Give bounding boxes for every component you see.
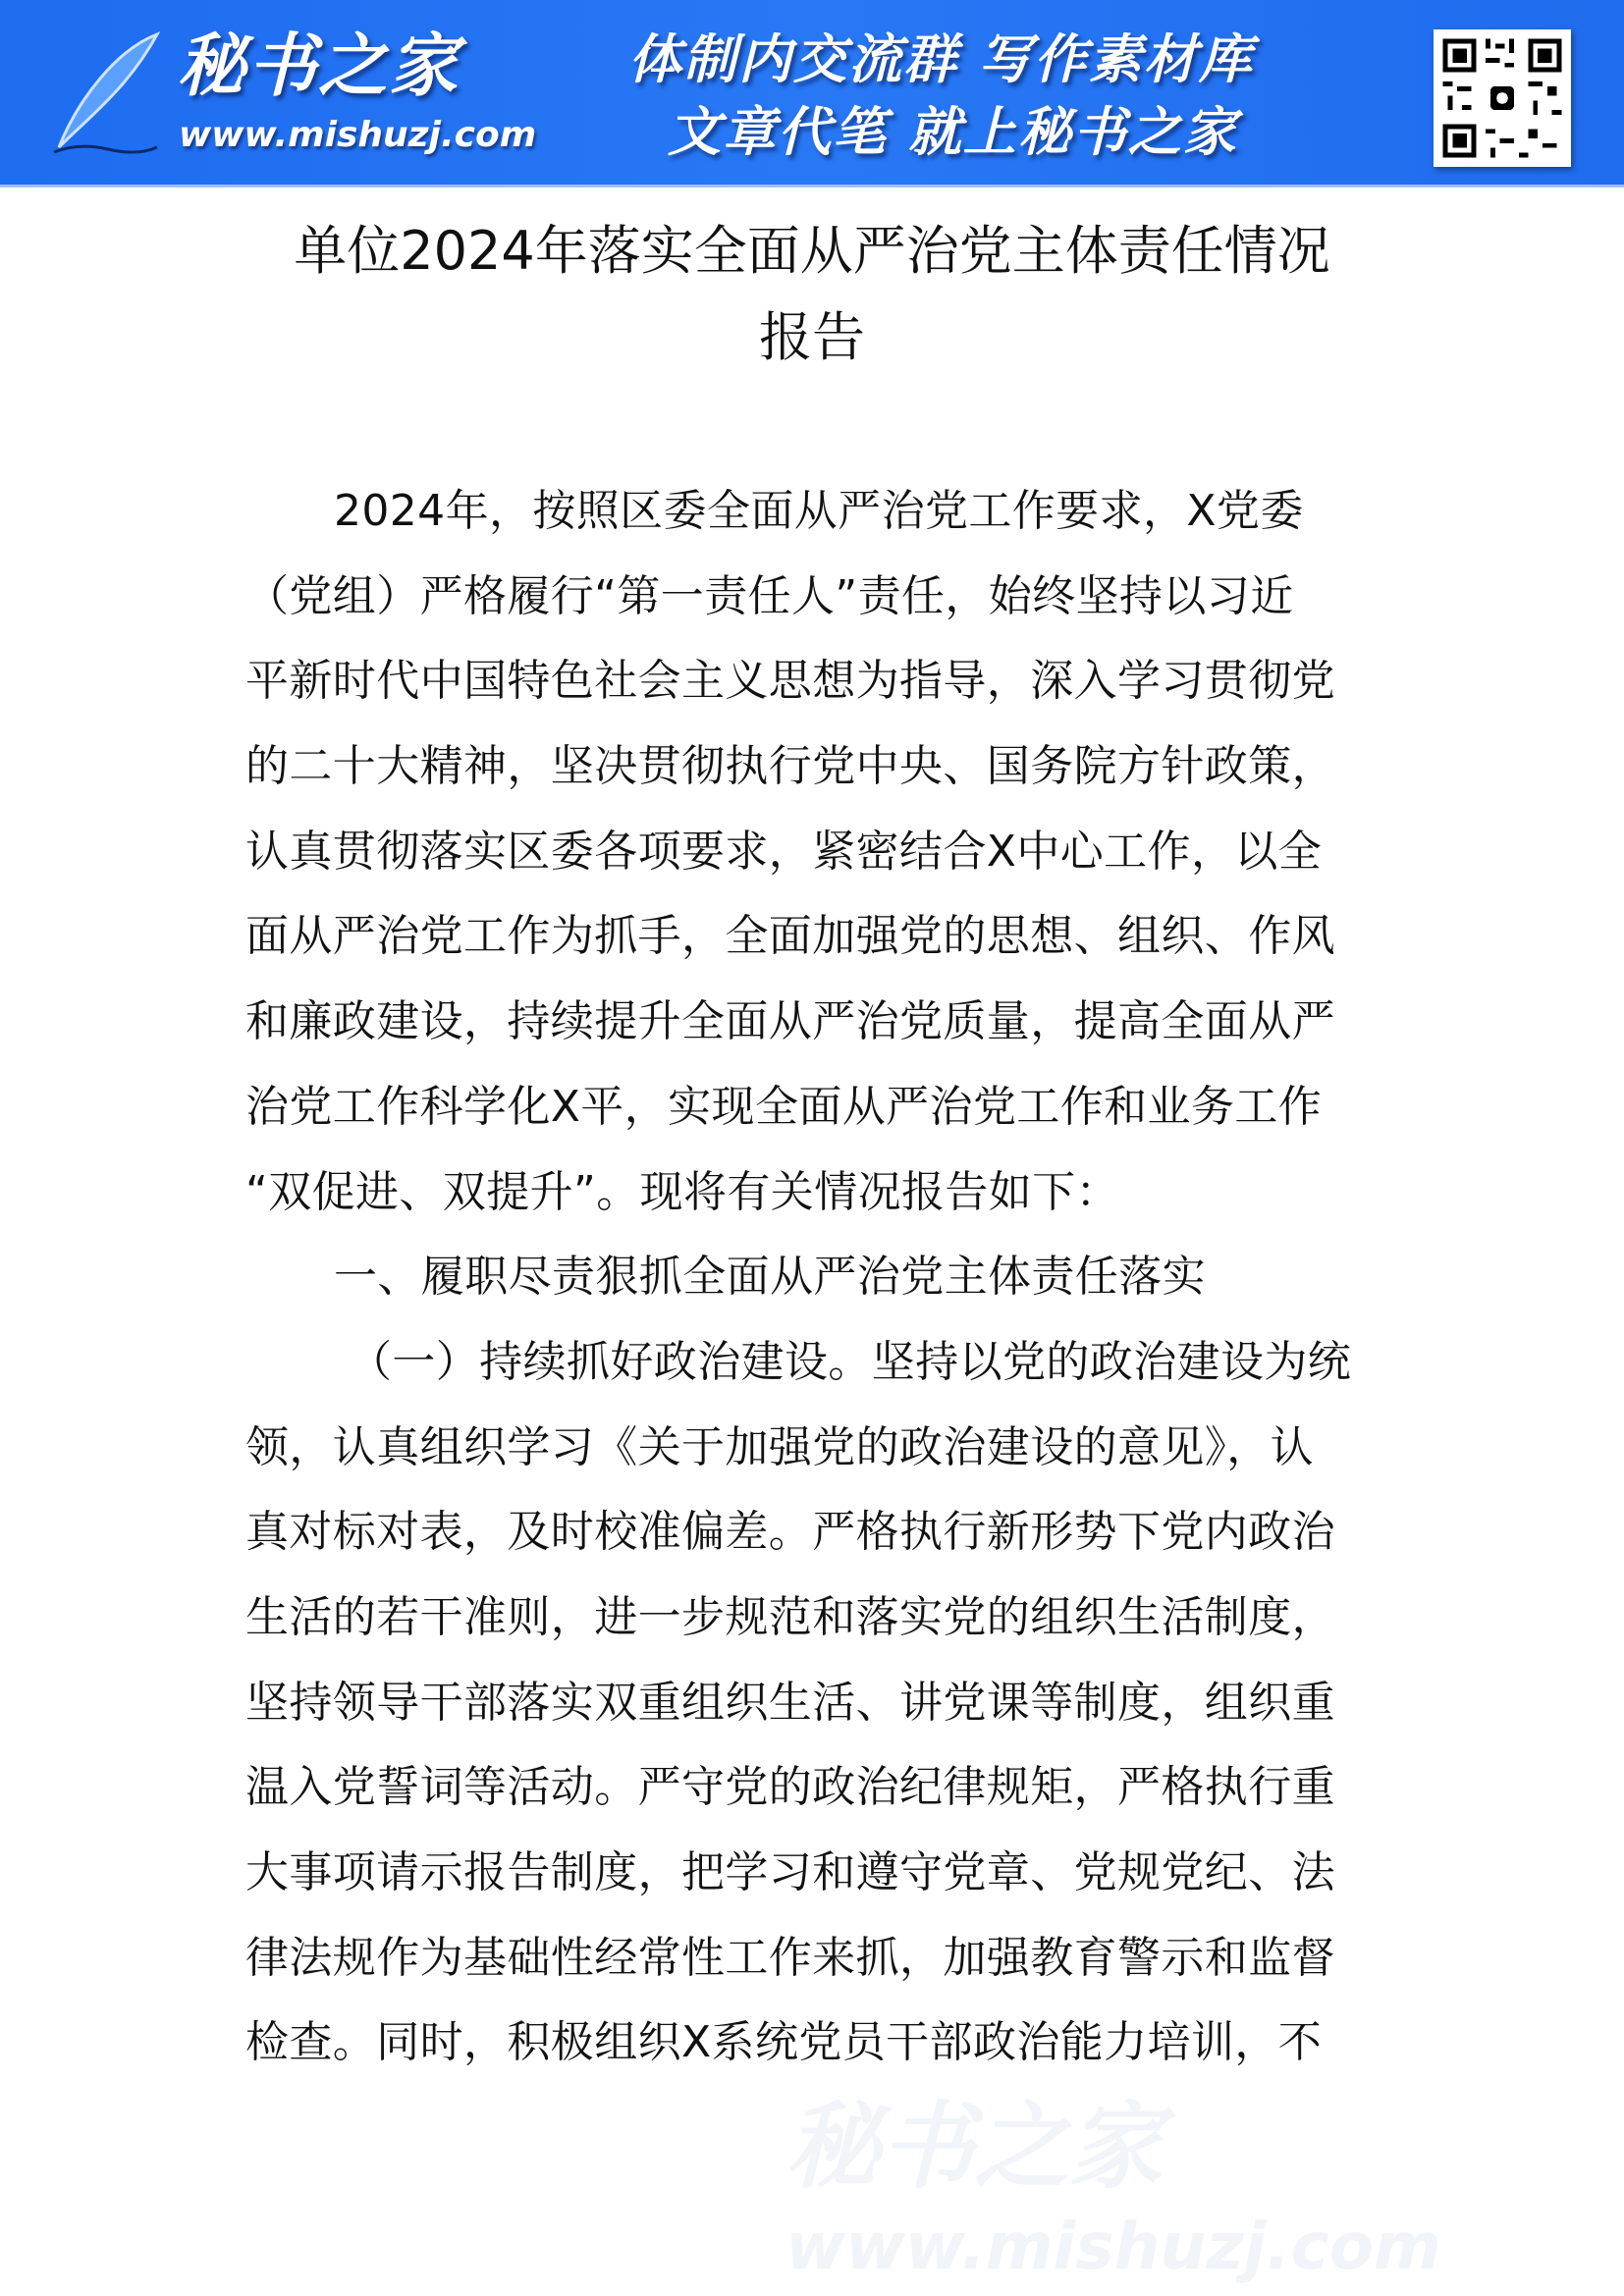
paragraph-line: （党组）严格履行“第一责任人”责任，始终坚持以习近 — [245, 570, 1294, 621]
subsection-line: （一）持续抓好政治建设。坚持以党的政治建设为统 — [349, 1336, 1352, 1387]
paragraph-line: 生活的若干准则，进一步规范和落实党的组织生活制度， — [245, 1591, 1335, 1642]
paragraph-line: 的二十大精神，坚决贯彻执行党中央、国务院方针政策， — [245, 741, 1335, 792]
document-title: 单位2024年落实全面从严治党主体责任情况 — [294, 220, 1330, 282]
brand-logo-text: 秘书之家 — [177, 26, 460, 106]
feather-pen-icon — [49, 29, 167, 157]
paragraph-line: 治党工作科学化X平，实现全面从严治党工作和业务工作 — [245, 1081, 1323, 1132]
watermark-url: www.mishuzj.com — [785, 2209, 1441, 2284]
paragraph-line: 真对标对表，及时校准偏差。严格执行新形势下党内政治 — [245, 1507, 1335, 1558]
paragraph-line: 和廉政建设，持续提升全面从严治党质量，提高全面从严 — [245, 996, 1335, 1047]
paragraph-line: 认真贯彻落实区委各项要求，紧密结合X中心工作，以全 — [245, 826, 1323, 877]
paragraph-line: 面从严治党工作为抓手，全面加强党的思想、组织、作风 — [245, 911, 1335, 962]
section-heading: 一、履职尽责狠抓全面从严治党主体责任落实 — [334, 1252, 1206, 1303]
paragraph-line: 温入党誓词等活动。严守党的政治纪律规矩，严格执行重 — [245, 1762, 1335, 1813]
paragraph-line: 律法规作为基础性经常性工作来抓，加强教育警示和监督 — [245, 1932, 1335, 1983]
watermark-brand: 秘书之家 — [785, 2092, 1163, 2202]
paragraph-line: 平新时代中国特色社会主义思想为指导，深入学习贯彻党 — [245, 656, 1335, 707]
paragraph-line: 2024年，按照区委全面从严治党工作要求，X党委 — [334, 486, 1304, 536]
paragraph-line: 检查。同时，积极组织X系统党员干部政治能力培训，不 — [245, 2017, 1323, 2068]
slogan-line-1: 体制内交流群 写作素材库 — [628, 28, 1254, 90]
paragraph-line: 领，认真组织学习《关于加强党的政治建设的意见》，认 — [245, 1421, 1314, 1472]
paragraph-line: 大事项请示报告制度，把学习和遵守党章、党规党纪、法 — [245, 1847, 1335, 1897]
slogan-line-2: 文章代笔 就上秘书之家 — [668, 101, 1238, 163]
document-body — [245, 469, 1384, 2086]
qr-code-icon — [1434, 29, 1571, 167]
header-banner — [0, 0, 1624, 187]
paragraph-line: 坚持领导干部落实双重组织生活、讲党课等制度，组织重 — [245, 1677, 1335, 1728]
paragraph-line: “双促进、双提升”。现将有关情况报告如下： — [245, 1166, 1119, 1217]
document-title-continued: 报告 — [759, 306, 865, 368]
brand-url[interactable]: www.mishuzj.com — [179, 115, 537, 155]
